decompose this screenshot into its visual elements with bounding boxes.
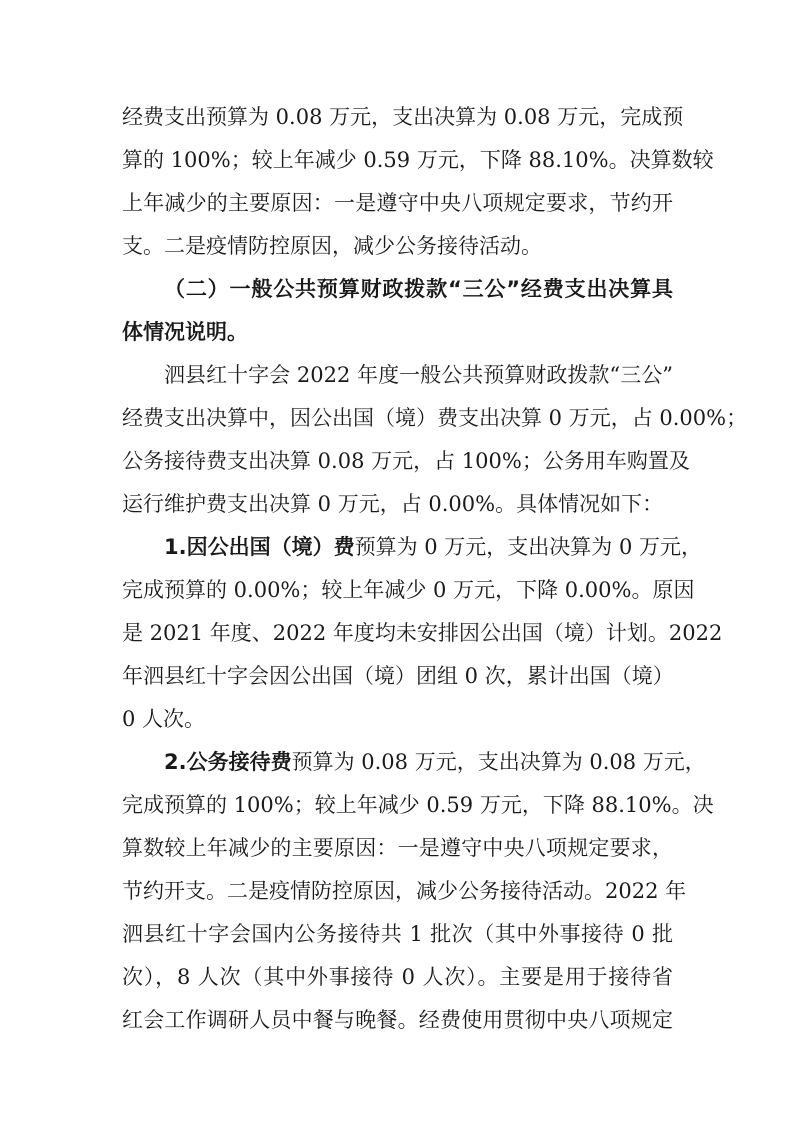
item-1-line-5: 0 人次。 (122, 707, 206, 731)
item-2-line-1 (164, 748, 706, 776)
item-1-label: 1.因公出国（境）费 (164, 535, 355, 559)
item-1-line-1 (164, 533, 703, 561)
item-1-line-4: 年泗县红十字会因公出国（境）团组 0 次，累计出国（境） (122, 664, 674, 688)
item-2-line-2: 完成预算的 100%；较上年减少 0.59 万元，下降 88.10%。决 (122, 793, 714, 817)
item-2-label: 2.公务接待费 (164, 750, 292, 774)
paragraph-2-line-3: 公务接待费支出决算 0.08 万元，占 100%；公务用车购置及 (122, 449, 690, 473)
section-heading-line-1: （二）一般公共预算财政拨款“三公”经费支出决算具 (164, 277, 673, 301)
item-2-line-7: 红会工作调研人员中餐与晚餐。经费使用贯彻中央八项规定 (122, 1008, 673, 1032)
paragraph-2-line-4: 运行维护费支出决算 0 万元，占 0.00%。具体情况如下： (122, 492, 664, 516)
paragraph-1-line-2: 算的 100%；较上年减少 0.59 万元，下降 88.10%。决算数较 (122, 148, 714, 172)
paragraph-2-line-2: 经费支出决算中，因公出国（境）费支出决算 0 万元，占 0.00%； (122, 406, 748, 430)
paragraph-2-line-1: 泗县红十字会 2022 年度一般公共预算财政拨款“三公” (164, 363, 673, 387)
paragraph-1-line-4: 支。二是疫情防控原因，减少公务接待活动。 (122, 234, 542, 258)
paragraph-1-line-3: 上年减少的主要原因：一是遵守中央八项规定要求，节约开 (122, 191, 673, 215)
item-2-line-5: 泗县红十字会国内公务接待共 1 批次（其中外事接待 0 批 (122, 922, 673, 946)
item-1-line-1-text: 预算为 0 万元，支出决算为 0 万元， (354, 535, 703, 559)
paragraph-1-line-1: 经费支出预算为 0.08 万元，支出决算为 0.08 万元，完成预 (122, 105, 684, 129)
section-heading-line-2: 体情况说明。 (122, 320, 248, 344)
item-2-line-4: 节约开支。二是疫情防控原因，减少公务接待活动。2022 年 (122, 879, 687, 903)
item-2-line-1-text: 预算为 0.08 万元，支出决算为 0.08 万元， (291, 750, 706, 774)
item-2-line-3: 算数较上年减少的主要原因：一是遵守中央八项规定要求， (122, 836, 673, 860)
item-1-line-2: 完成预算的 0.00%；较上年减少 0 万元，下降 0.00%。原因 (122, 578, 695, 602)
item-1-line-3: 是 2021 年度、2022 年度均未安排因公出国（境）计划。2022 (122, 621, 723, 645)
item-2-line-6: 次），8 人次（其中外事接待 0 人次）。主要是用于接待省 (122, 965, 673, 989)
